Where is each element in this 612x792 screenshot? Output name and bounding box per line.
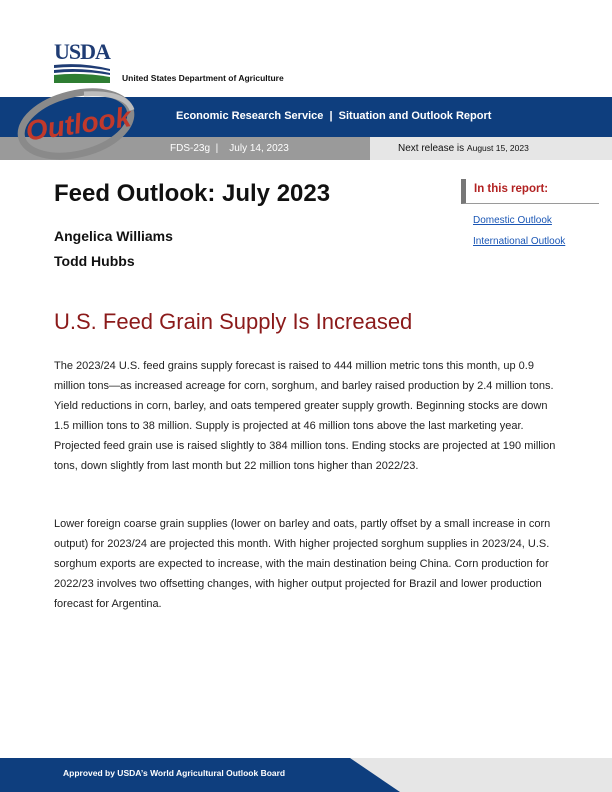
author-name: Todd Hubbs — [54, 253, 135, 269]
agency-name: United States Department of Agriculture — [122, 73, 284, 83]
in-this-report-box — [461, 179, 599, 204]
usda-logo-text: USDA — [54, 39, 110, 64]
body-paragraph: Lower foreign coarse grain supplies (lower on barley and oats, partly offset by a small increase in corn output) for 2023/24 are projected this month. With higher projected sorghum supplies in 2023/24, U.S. sorghum exports are expected to increase, with the main destination being China. Corn production for 2022/23 involves two offsetting changes, with higher output projected for Brazil and lower production forecast for Argentina. — [54, 518, 551, 610]
footer-approval-text: Approved by USDA’s World Agricultural Outlook Board — [63, 768, 286, 778]
next-release-date: August 15, 2023 — [466, 143, 529, 153]
outlook-logo — [14, 88, 174, 170]
link-domestic-outlook[interactable]: Domestic Outlook — [473, 215, 552, 226]
report-id: FDS-23g | July 14, 2023 — [170, 143, 289, 154]
usda-field-icon — [54, 63, 110, 83]
in-this-report-heading: In this report: — [474, 183, 549, 195]
next-release — [398, 143, 529, 154]
link-international-outlook[interactable]: International Outlook — [473, 236, 566, 247]
body-paragraph: The 2023/24 U.S. feed grains supply forecast is raised to 444 million metric tons this month, up 0.9 million tons—as increased acreage for corn, sorghum, and barley raised production by 2.4 million tons. Yield reductions in corn, barley, and oats tempered greater supply growth. Beginning stocks are down 1.5 million tons to 38 million. Supply is projected at 46 million tons above the last marketing year. Projected feed grain use is raised slightly to 384 million tons. Ending stocks are projected at 190 million tons, down slightly from last month but 22 million tons higher than 2022/23. — [54, 360, 556, 472]
author-name: Angelica Williams — [54, 228, 173, 244]
section-heading: U.S. Feed Grain Supply Is Increased — [54, 309, 413, 334]
band-title: Economic Research Service | Situation and Outlook Report — [176, 110, 492, 122]
usda-logo — [54, 39, 110, 83]
report-title: Feed Outlook: July 2023 — [54, 180, 331, 207]
outlook-logo-text: Outlook — [23, 101, 133, 147]
next-release-label: Next release is — [398, 143, 467, 154]
